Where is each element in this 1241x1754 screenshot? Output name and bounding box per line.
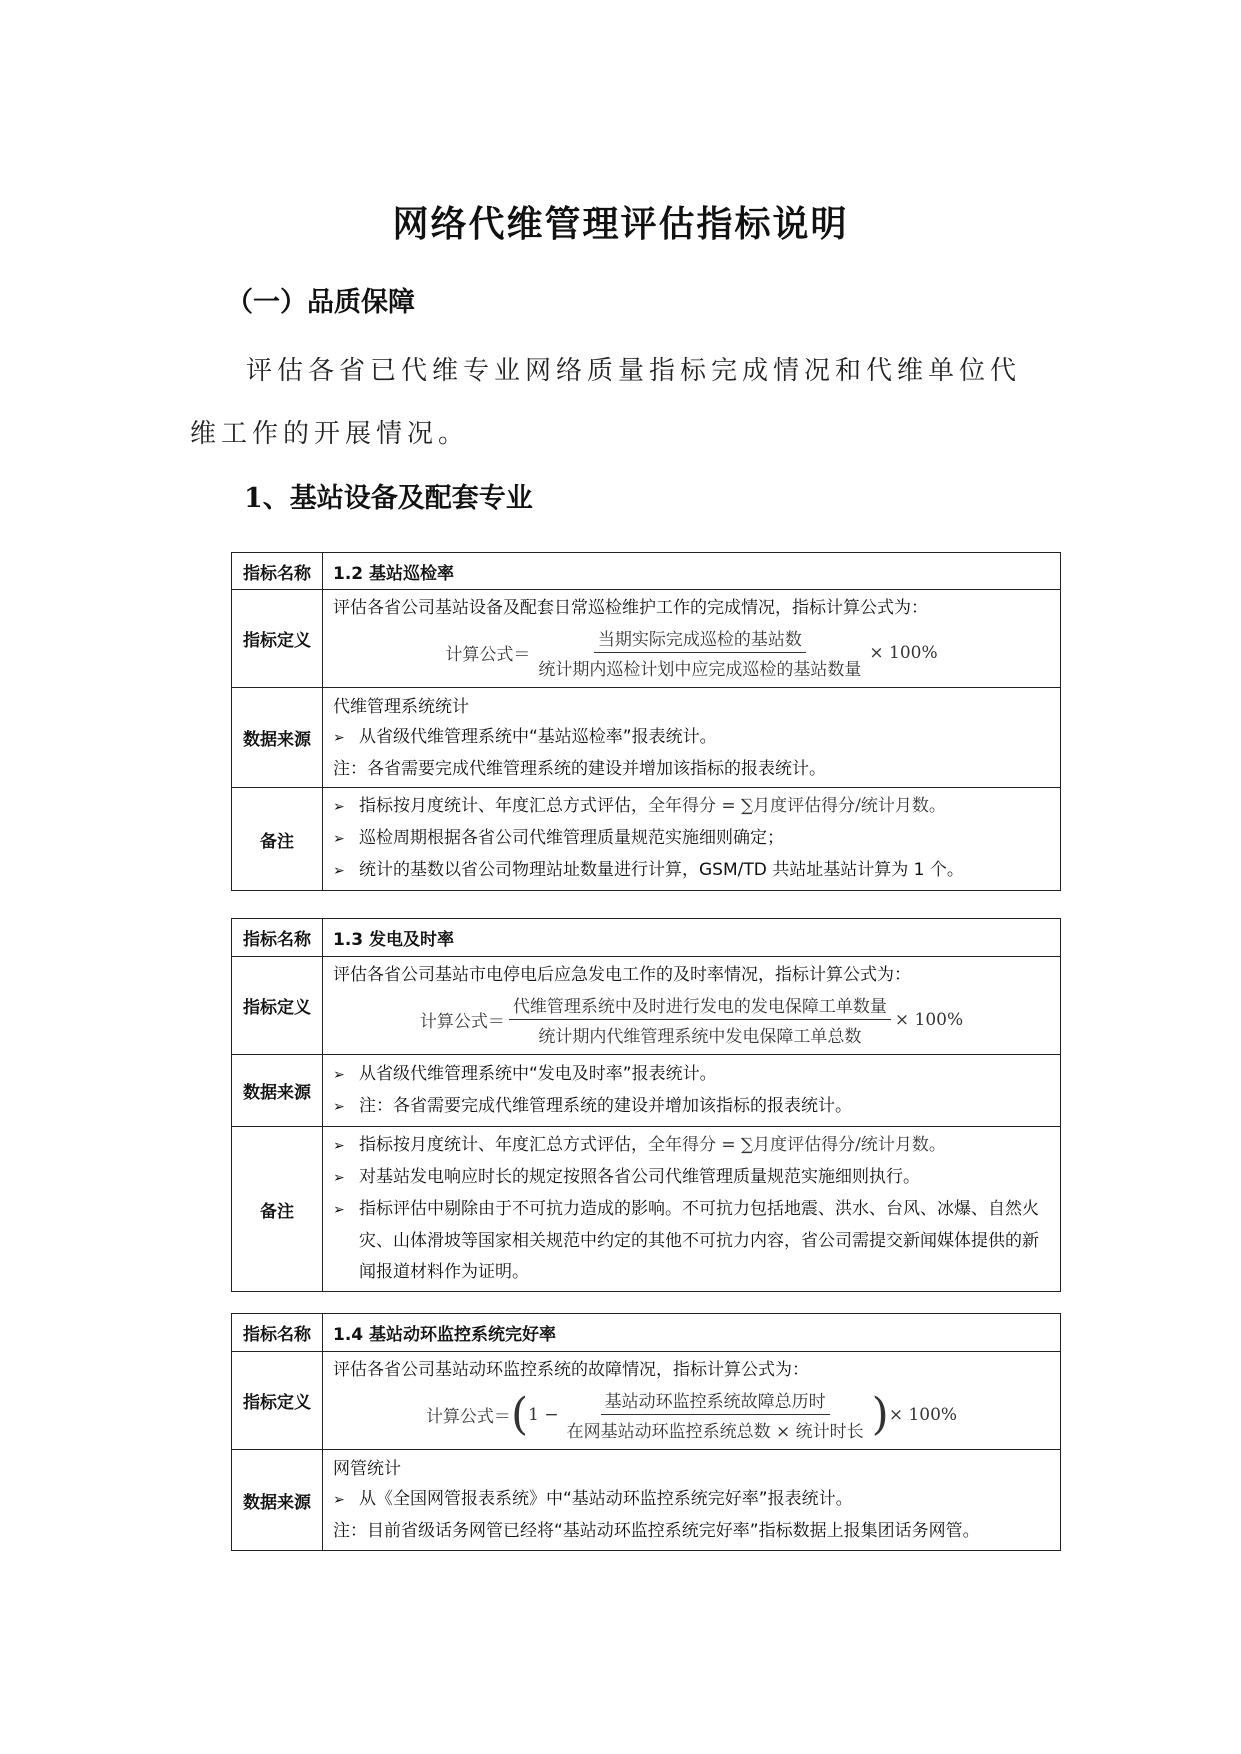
formula-numerator: 当期实际完成巡检的基站数 — [594, 625, 806, 653]
name-label: 指标名称 — [232, 919, 323, 957]
source-label: 数据来源 — [232, 1450, 323, 1551]
definition-text: 评估各省公司基站设备及配套日常巡检维护工作的完成情况，指标计算公式为： — [333, 598, 928, 618]
note-item: ➢ 巡检周期根据各省公司代维管理质量规范实施细则确定； — [333, 823, 1050, 855]
subsection-heading: 1、基站设备及配套专业 — [244, 483, 533, 514]
source-bullet: ➢ 注：各省需要完成代维管理系统的建设并增加该指标的报表统计。 — [333, 1091, 1050, 1123]
bullet-arrow-icon: ➢ — [333, 729, 345, 746]
formula-prefix: 计算公式＝ — [419, 1012, 505, 1032]
formula — [333, 623, 1050, 684]
bullet-arrow-icon: ➢ — [333, 863, 345, 879]
formula-prefix: 计算公式＝ — [425, 1407, 511, 1427]
page-title: 网络代维管理评估指标说明 — [392, 203, 849, 245]
bullet-arrow-icon: ➢ — [333, 1170, 345, 1186]
source-cell — [323, 1055, 1061, 1127]
formula-suffix: × 100% — [869, 642, 938, 663]
bullet-arrow-icon: ➢ — [333, 831, 345, 847]
formula-prefix: 计算公式＝ — [445, 645, 531, 665]
source-header: 网管统计 — [333, 1459, 401, 1479]
note-item: ➢ 统计的基数以省公司物理站址数量进行计算，GSM/TD 共站址基站计算为 1 个。 — [333, 855, 1050, 887]
definition-label: 指标定义 — [232, 1352, 323, 1450]
source-bullet: ➢ 从省级代维管理系统中“发电及时率”报表统计。 — [333, 1059, 1050, 1091]
section-heading: （一）品质保障 — [226, 287, 415, 318]
indicator-table-1-2 — [231, 552, 1061, 891]
indicator-name: 1.4 基站动环监控系统完好率 — [323, 1314, 1061, 1352]
formula — [333, 1385, 1050, 1446]
indicator-table-1-4 — [231, 1313, 1061, 1551]
indicator-table-1-3 — [231, 918, 1061, 1292]
source-bullet: ➢ 从省级代维管理系统中“基站巡检率”报表统计。 — [333, 722, 1050, 754]
intro-paragraph: 评估各省已代维专业网络质量指标完成情况和代维单位代维工作的开展情况。 — [190, 356, 1022, 449]
source-label: 数据来源 — [232, 1055, 323, 1127]
bullet-arrow-icon: ➢ — [333, 1492, 345, 1508]
notes-cell — [323, 788, 1061, 891]
note-item: ➢ 指标按月度统计、年度汇总方式评估，全年得分 = ∑月度评估得分/统计月数。 — [333, 1130, 1050, 1162]
note-item: ➢ 对基站发电响应时长的规定按照各省公司代维管理质量规范实施细则执行。 — [333, 1162, 1050, 1194]
bullet-arrow-icon: ➢ — [333, 799, 345, 815]
source-cell — [323, 688, 1061, 788]
bullet-arrow-icon: ➢ — [333, 1202, 345, 1218]
definition-label: 指标定义 — [232, 590, 323, 688]
formula-denominator: 统计期内巡检计划中应完成巡检的基站数量 — [538, 660, 862, 680]
formula-denominator: 在网基站动环监控系统总数 × 统计时长 — [566, 1422, 864, 1442]
definition-cell — [323, 957, 1061, 1055]
definition-label: 指标定义 — [232, 957, 323, 1055]
right-paren: ) — [871, 1388, 889, 1440]
note-formula: 全年得分 = ∑月度评估得分/统计月数。 — [648, 796, 946, 816]
definition-cell — [323, 1352, 1061, 1450]
name-label: 指标名称 — [232, 553, 323, 590]
formula-fraction — [509, 992, 891, 1047]
source-cell — [323, 1450, 1061, 1551]
source-footer: 注：目前省级话务网管已经将“基站动环监控系统完好率”指标数据上报集团话务网管。 — [333, 1521, 980, 1541]
source-header: 代维管理系统统计 — [333, 696, 469, 717]
formula — [333, 990, 1050, 1051]
definition-text: 评估各省公司基站市电停电后应急发电工作的及时率情况，指标计算公式为： — [333, 965, 911, 985]
notes-label: 备注 — [232, 788, 323, 891]
formula-suffix: × 100% — [894, 1009, 964, 1030]
note-item: ➢ 指标评估中剔除由于不可抗力造成的影响。不可抗力包括地震、洪水、台风、冰爆、自然火灾、山体滑坡等国家相关规范中约定的其他不可抗力内容，省公司需提交新闻媒体提供的新闻报道材料作为证明。 — [333, 1194, 1050, 1288]
source-footer: 注：各省需要完成代维管理系统的建设并增加该指标的报表统计。 — [333, 758, 826, 779]
formula-fraction — [534, 625, 865, 680]
definition-text: 评估各省公司基站动环监控系统的故障情况，指标计算公式为： — [333, 1360, 809, 1380]
indicator-name: 1.2 基站巡检率 — [323, 553, 1061, 590]
note-formula: 全年得分 = ∑月度评估得分/统计月数。 — [648, 1135, 946, 1155]
formula-denominator: 统计期内代维管理系统中发电保障工单总数 — [538, 1027, 862, 1047]
notes-cell — [323, 1127, 1061, 1292]
formula-numerator: 基站动环监控系统故障总历时 — [601, 1387, 830, 1415]
bullet-arrow-icon: ➢ — [333, 1066, 345, 1083]
source-bullet: ➢ 从《全国网管报表系统》中“基站动环监控系统完好率”报表统计。 — [333, 1484, 1050, 1516]
left-paren: ( — [510, 1388, 529, 1440]
name-label: 指标名称 — [232, 1314, 323, 1352]
formula-lead: 1 − — [528, 1404, 559, 1425]
note-item: ➢ 指标按月度统计、年度汇总方式评估，全年得分 = ∑月度评估得分/统计月数。 — [333, 791, 1050, 823]
bullet-arrow-icon: ➢ — [333, 1098, 345, 1115]
notes-label: 备注 — [232, 1127, 323, 1292]
formula-suffix: × 100% — [888, 1404, 958, 1425]
formula-fraction — [563, 1387, 868, 1442]
formula-numerator: 代维管理系统中及时进行发电的发电保障工单数量 — [509, 992, 891, 1020]
indicator-name: 1.3 发电及时率 — [323, 919, 1061, 957]
definition-cell — [323, 590, 1061, 688]
source-label: 数据来源 — [232, 688, 323, 788]
bullet-arrow-icon: ➢ — [333, 1138, 345, 1154]
